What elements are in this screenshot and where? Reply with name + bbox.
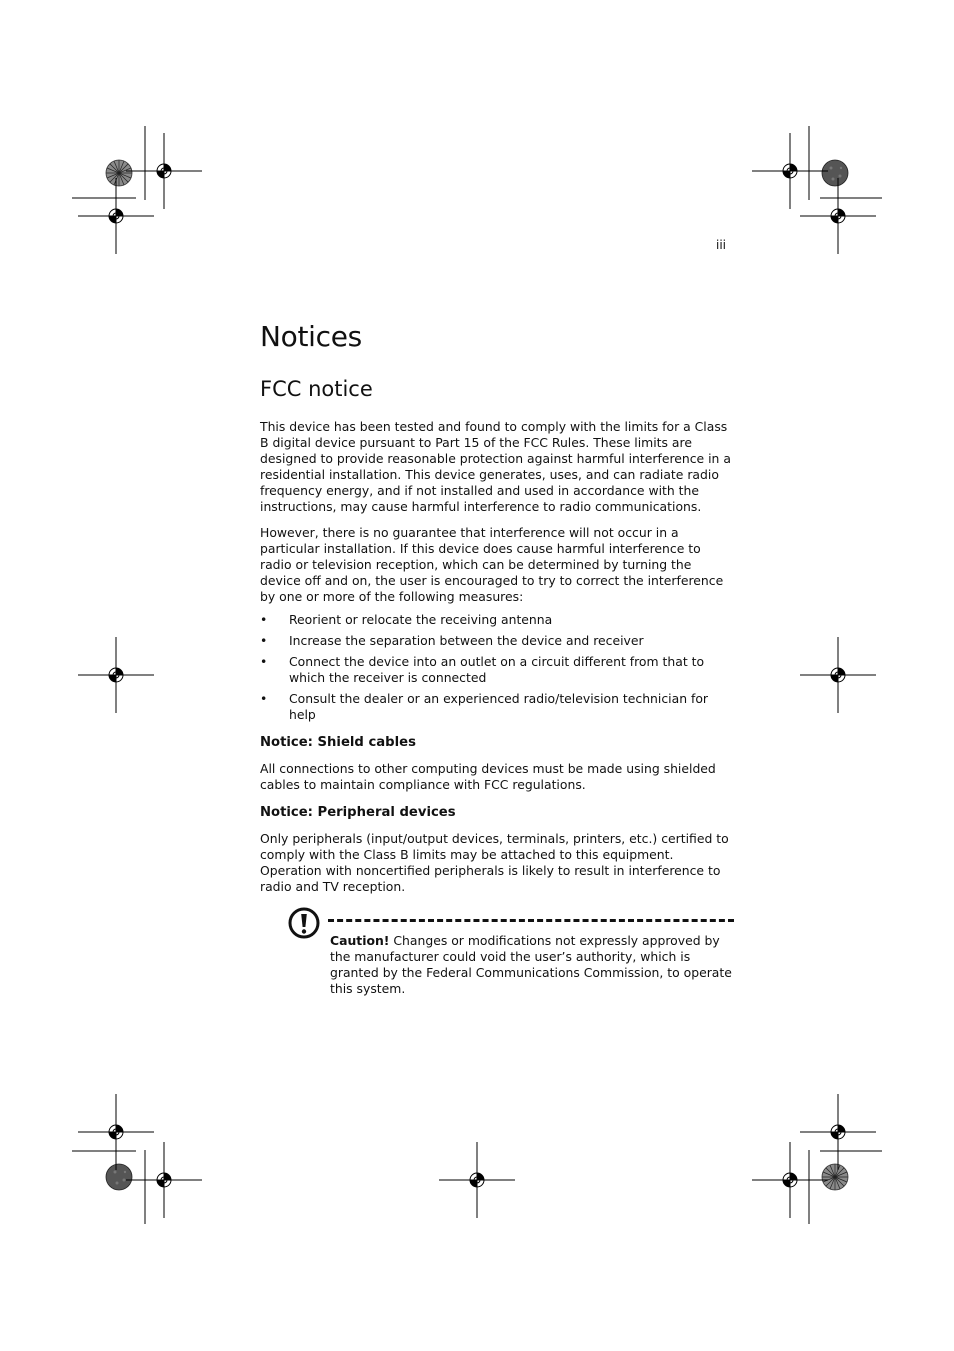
list-item	[260, 691, 736, 723]
section-heading-fcc: FCC notice	[260, 377, 373, 401]
list-item-text: Reorient or relocate the receiving antenna	[289, 612, 553, 627]
bullet-icon: •	[260, 654, 268, 669]
bullet-icon: •	[260, 612, 268, 627]
page-number: iii	[715, 238, 726, 252]
page-title: Notices	[260, 320, 362, 353]
list-item-text: Connect the device into an outlet on a circuit different from that to which the receiver is connected	[289, 654, 705, 685]
caution-exclamation-icon	[288, 907, 320, 939]
caution-text: Changes or modifications not expressly approved by the manufacturer could void the user’s authority, which is granted by the Federal Communications Commission, to operate this system.	[330, 933, 732, 996]
notice-heading-peripheral-devices: Notice: Peripheral devices	[260, 805, 456, 820]
notice-heading-shield-cables: Notice: Shield cables	[260, 735, 416, 750]
list-item	[260, 654, 736, 686]
fcc-paragraph-1: This device has been tested and found to comply with the limits for a Class B digital device pursuant to Part 15 of the FCC Rules. These limits are designed to provide reasonable protection against harmful interference in a residential installation. This device generates, uses, and can radiate radio frequency energy, and if not installed and used in accordance with the instructions, may cause harmful interference to radio communications.	[260, 419, 731, 514]
list-item-text: Increase the separation between the device and receiver	[289, 633, 644, 648]
caution-dashed-rule	[328, 919, 734, 922]
fcc-paragraph-2: However, there is no guarantee that interference will not occur in a particular installation. If this device does cause harmful interference to radio or television reception, which can be determined by turning the device off and on, the user is encouraged to try to correct the interference by one or more of the following measures:	[260, 525, 724, 604]
bullet-icon: •	[260, 633, 268, 648]
bullet-icon: •	[260, 691, 268, 706]
shield-cables-text: All connections to other computing devices must be made using shielded cables to maintain compliance with FCC regulations.	[260, 761, 716, 792]
caution-label: Caution!	[330, 933, 390, 948]
list-item	[260, 633, 736, 649]
peripheral-devices-text: Only peripherals (input/output devices, terminals, printers, etc.) certified to comply with the Class B limits may be attached to this equipment. Operation with noncertified peripherals is likely to result in interference to radio and TV reception.	[260, 831, 729, 894]
measures-list	[260, 612, 736, 723]
caution-box	[260, 907, 736, 996]
list-item-text: Consult the dealer or an experienced radio/television technician for help	[289, 691, 709, 722]
page-content	[260, 318, 736, 996]
caution-text-block	[330, 933, 734, 997]
list-item	[260, 612, 736, 628]
